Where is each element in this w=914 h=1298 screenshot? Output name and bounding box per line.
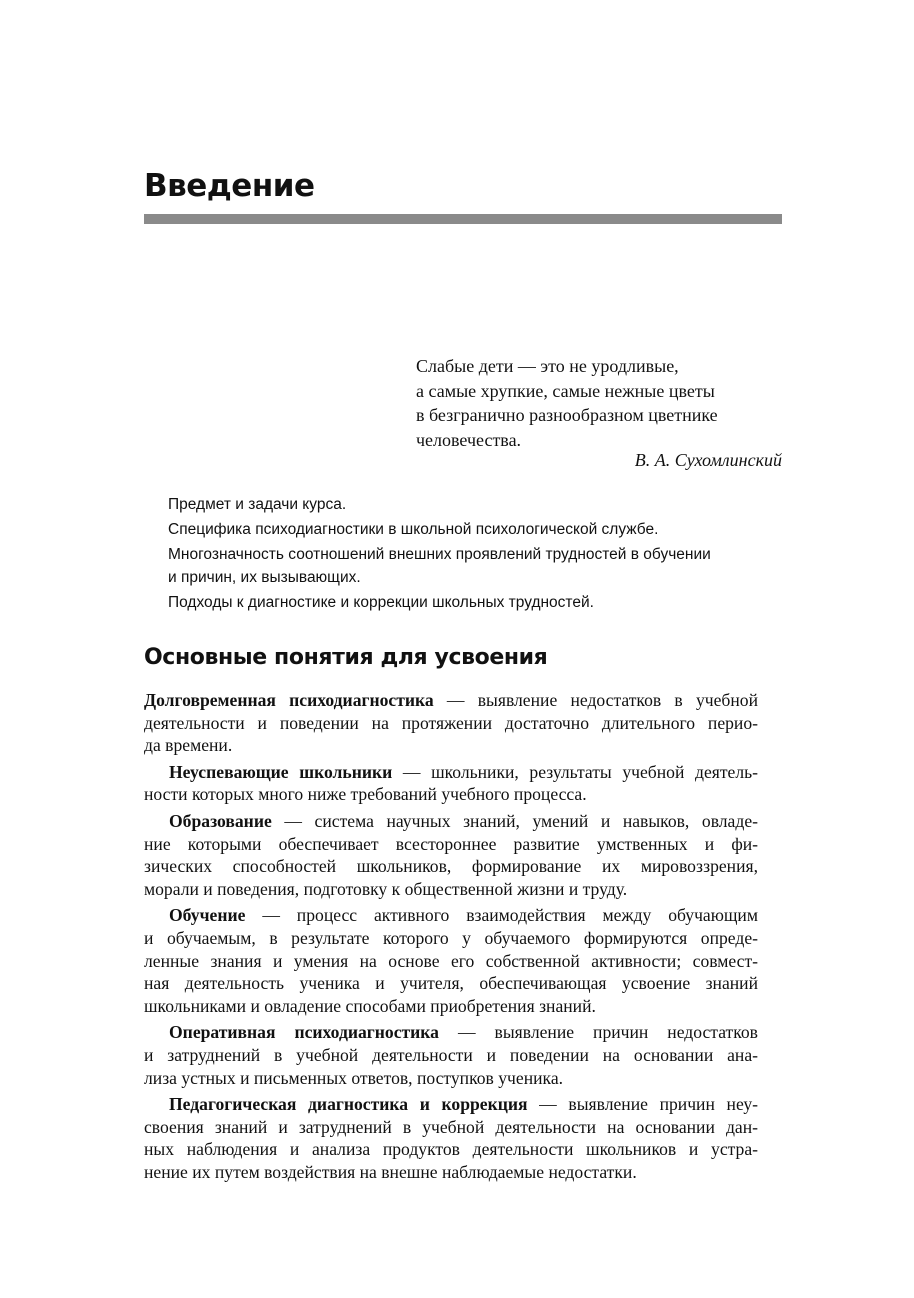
definition-term: Педагогическая диагностика и коррекция <box>169 1094 528 1115</box>
definition-line: лиза устных и письменных ответов, поступков ученика. <box>144 1067 564 1088</box>
definition-item <box>144 1021 758 1089</box>
definition-text: — школьники, результаты учебной деятель- <box>392 761 758 782</box>
definition-item <box>144 761 758 806</box>
topic-line: Специфика психодиагностики в школьной психологической службе. <box>168 521 659 538</box>
definition-term: Неуспевающие школьники <box>169 761 393 782</box>
definition-line: школьниками и овладение способами приобретения знаний. <box>144 995 596 1016</box>
definition-line: да времени. <box>144 735 233 756</box>
definition-line: нение их путем воздействия на внешне наблюдаемые недостатки. <box>144 1161 637 1182</box>
definition-line: морали и поведения, подготовку к общественной жизни и труду. <box>144 878 628 899</box>
chapter-title-rule <box>144 214 782 224</box>
epigraph-author: В. А. Сухомлинский <box>634 450 782 470</box>
definition-term: Долговременная психодиагностика <box>144 690 434 710</box>
definition-line <box>144 1021 758 1044</box>
topic-item <box>168 493 768 516</box>
definition-line <box>144 810 758 833</box>
definition-text: — выявление недостатков в учебной <box>433 690 758 710</box>
definition-text: — выявление причин неу- <box>527 1094 758 1115</box>
definition-term: Оперативная психодиагностика <box>169 1022 439 1043</box>
topic-line: Подходы к диагностике и коррекции школьных трудностей. <box>168 594 594 611</box>
definition-line: ных наблюдения и анализа продуктов деятельности школьников и устра- <box>144 1139 758 1160</box>
topic-line: Многозначность соотношений внешних проявлений трудностей в обучении <box>168 546 711 563</box>
definition-line: и затруднений в учебной деятельности и поведении на основании ана- <box>144 1044 758 1065</box>
definition-item <box>144 689 758 757</box>
definition-line <box>144 904 758 927</box>
topics-list <box>168 493 768 616</box>
topic-line: и причин, их вызывающих. <box>168 569 361 586</box>
definition-line: деятельности и поведении на протяжении достаточно длительного перио- <box>144 712 758 733</box>
epigraph-line: Слабые дети — это не уродливые, <box>416 356 679 376</box>
epigraph <box>416 354 782 452</box>
definition-line: зических способностей школьников, формирование их мировоззрения, <box>144 856 758 877</box>
definition-item <box>144 1093 758 1183</box>
definition-line: ние которыми обеспечивает всестороннее развитие умственных и фи- <box>144 833 758 854</box>
definition-term: Образование <box>169 810 272 831</box>
definition-line <box>144 1093 758 1116</box>
definition-item <box>144 810 758 900</box>
chapter-title: Введение <box>144 168 315 204</box>
epigraph-line: а самые хрупкие, самые нежные цветы <box>416 380 715 401</box>
definition-line: своения знаний и затруднений в учебной деятельности на основании дан- <box>144 1116 758 1137</box>
topic-item <box>168 591 768 614</box>
definition-line <box>144 761 758 784</box>
definition-line: ности которых много ниже требований учебного процесса. <box>144 784 587 805</box>
definition-text: — выявление причин недостатков <box>438 1022 758 1043</box>
section-title: Основные понятия для усвоения <box>144 645 548 670</box>
definition-line: ная деятельность ученика и учителя, обеспечивающая усвоение знаний <box>144 973 758 994</box>
definition-text: — процесс активного взаимодействия между обучающим <box>245 905 758 926</box>
definition-item <box>144 904 758 1017</box>
topic-line: Предмет и задачи курса. <box>168 496 347 513</box>
definition-line: ленные знания и умения на основе его собственной активности; совмест- <box>144 950 758 971</box>
definition-line: и обучаемым, в результате которого у обучаемого формируются опреде- <box>144 927 758 948</box>
epigraph-line: человечества. <box>416 429 522 450</box>
topic-item <box>168 543 768 589</box>
definitions-list <box>144 689 758 1187</box>
topic-item <box>168 518 768 541</box>
epigraph-line: в безгранично разнообразном цветнике <box>416 405 718 425</box>
definition-text: — система научных знаний, умений и навыков, овладе- <box>271 810 758 831</box>
definition-term: Обучение <box>169 905 246 926</box>
definition-line <box>144 689 758 712</box>
